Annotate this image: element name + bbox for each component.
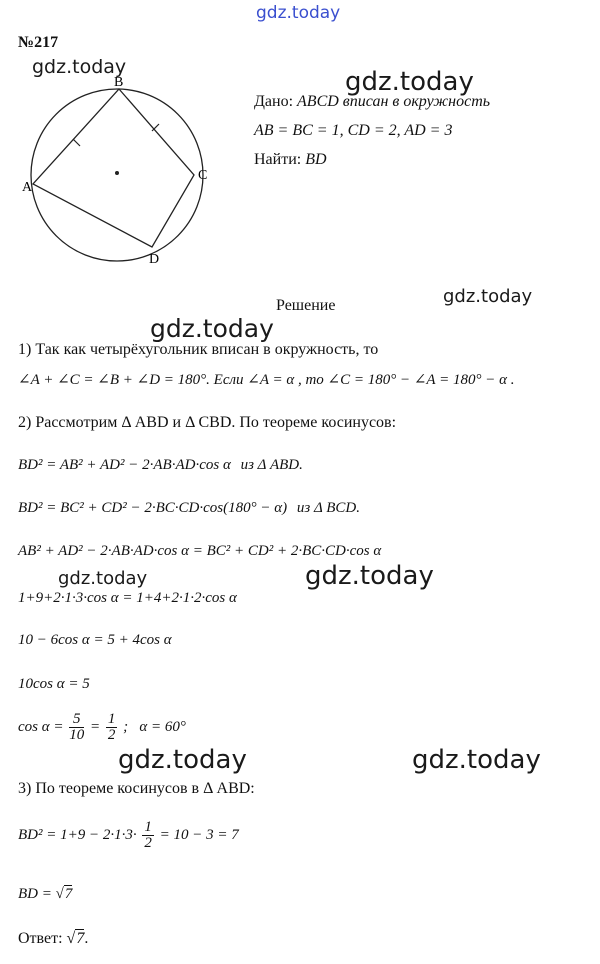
fraction-one-half xyxy=(106,712,118,743)
find-line xyxy=(254,151,327,169)
sqrt-value: 7 xyxy=(64,886,73,902)
fraction-five-tenths xyxy=(69,712,84,743)
bd-lhs: BD = xyxy=(18,886,52,902)
equation-bd-bcd-lhs: BD² = BC² + CD² − 2·BC·CD·cos(180° − α) xyxy=(18,500,288,516)
solution-heading: Решение xyxy=(276,297,336,314)
fraction-denominator: 2 xyxy=(144,835,152,851)
alpha-result: α = 60° xyxy=(139,718,186,735)
fraction-numerator: 1 xyxy=(107,711,116,727)
equation-bd-abd-lhs: BD² = AB² + AD² − 2·AB·AD·cos α xyxy=(18,457,231,473)
sqrt-icon: √ xyxy=(66,930,76,947)
watermark: gdz.today xyxy=(58,568,148,589)
step1-formula: ∠A + ∠C = ∠B + ∠D = 180°. Если ∠A = α , то ∠C = 180° − ∠A = 180° − α . xyxy=(18,372,515,388)
vertex-label-c: C xyxy=(198,168,208,183)
given-text: ABCD вписан в окружность xyxy=(297,93,491,110)
equation-ten-cos: 10cos α = 5 xyxy=(18,676,90,692)
vertex-label-a: A xyxy=(22,180,33,195)
equation-cos-alpha: cos α = $\frac{5}{10}$ = $\frac{1}{2}$ ; α = 60° xyxy=(18,711,186,743)
fraction-numerator: 1 xyxy=(144,819,152,835)
step2-text: 2) Рассмотрим Δ ABD и Δ CBD. По теореме косинусов: xyxy=(18,414,397,431)
find-value: BD xyxy=(305,151,327,168)
equation-bd-bcd xyxy=(18,500,360,517)
bd-squared-rhs: = 10 − 3 = 7 xyxy=(159,826,239,843)
equation-simplified: 10 − 6cos α = 5 + 4cos α xyxy=(18,632,172,648)
fraction-one-half xyxy=(142,820,154,851)
given-label: Дано: xyxy=(254,93,294,110)
watermark: gdz.today xyxy=(412,745,541,775)
given-values: AB = BC = 1, CD = 2, AD = 3 xyxy=(254,122,453,139)
vertex-label-d: D xyxy=(149,252,160,267)
equation-numeric: 1+9+2·1·3·cos α = 1+4+2·1·2·cos α xyxy=(18,590,237,606)
fraction-denominator: 2 xyxy=(107,727,116,743)
step3-text: 3) По теореме косинусов в Δ ABD: xyxy=(18,780,255,797)
problem-number: №217 xyxy=(18,34,59,51)
cos-lhs: cos α = xyxy=(18,718,64,735)
find-label: Найти: xyxy=(254,151,302,168)
equation-bd-squared xyxy=(18,820,239,851)
watermark-top: gdz.today xyxy=(256,3,341,23)
sqrt-icon: √ xyxy=(55,886,64,902)
fraction-numerator: 5 xyxy=(69,712,84,728)
quadrilateral-figure xyxy=(0,60,240,280)
fraction-denominator: 10 xyxy=(69,727,85,743)
answer-label: Ответ: xyxy=(18,930,63,947)
bd-squared-lhs: BD² = 1+9 − 2·1·3· xyxy=(18,826,137,843)
watermark: gdz.today xyxy=(118,745,247,775)
watermark: gdz.today xyxy=(345,67,474,97)
tick-mark-ab xyxy=(73,139,80,146)
given-line xyxy=(254,93,490,111)
equation-bd-abd xyxy=(18,457,303,474)
answer-value: 7 xyxy=(76,930,85,947)
vertex-label-b: B xyxy=(114,75,124,90)
equation-combined: AB² + AD² − 2·AB·AD·cos α = BC² + CD² + 2·BC·CD·cos α xyxy=(18,543,382,559)
step1-text: 1) Так как четырёхугольник вписан в окружность, то xyxy=(18,341,379,358)
circle-center xyxy=(115,171,119,175)
watermark: gdz.today xyxy=(32,56,127,78)
watermark: gdz.today xyxy=(305,561,434,591)
answer-line: Ответ: √7. xyxy=(18,930,89,947)
equation-bd-bcd-rhs: из Δ BCD. xyxy=(296,500,360,516)
watermark: gdz.today xyxy=(150,314,274,343)
watermark: gdz.today xyxy=(443,286,533,307)
equation-bd xyxy=(18,886,72,903)
equation-bd-abd-rhs: из Δ ABD. xyxy=(240,457,303,473)
